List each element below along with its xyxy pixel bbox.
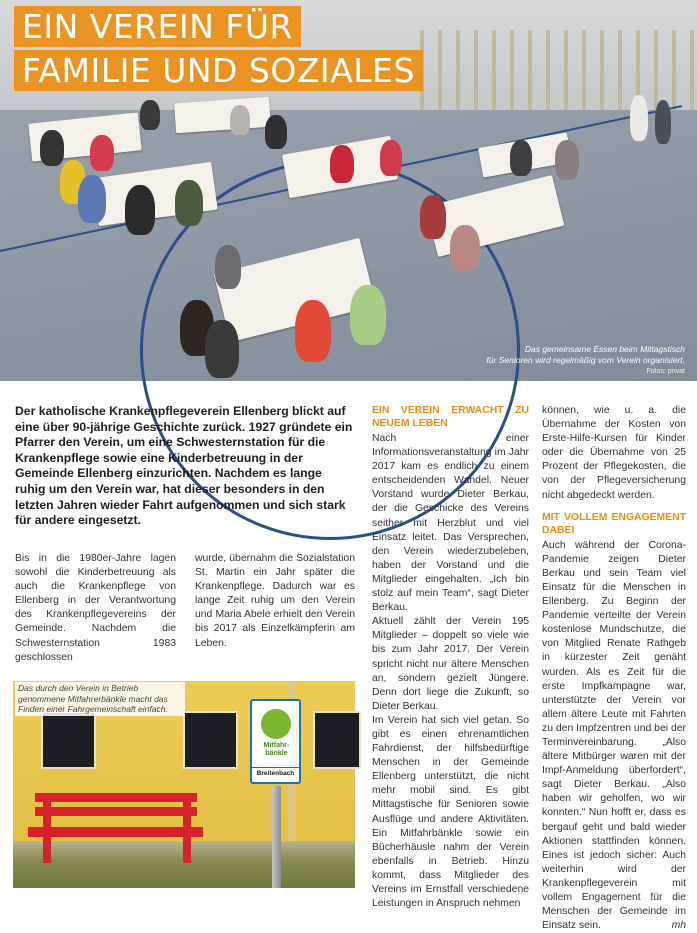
hero-caption-line-2: für Senioren wird regelmäßig vom Verein organisiert. bbox=[486, 355, 685, 365]
bench-logo-icon bbox=[261, 709, 291, 739]
person bbox=[655, 100, 671, 144]
person bbox=[215, 245, 241, 289]
headline-line-2: FAMILIE UND SOZIALES bbox=[14, 50, 423, 91]
hero-photo bbox=[0, 0, 697, 381]
column-3 bbox=[372, 404, 529, 911]
hero-caption-line-1: Das gemeinsame Essen beim Mittagstisch bbox=[524, 344, 685, 354]
person bbox=[450, 225, 480, 271]
person bbox=[175, 180, 203, 226]
lead-paragraph: Der katholische Krankenpflegeverein Ellenberg blickt auf eine über 90-jährige Geschichte zurück. 1927 gründete ein Pfarrer den Verein, um eine Schwesternstation für die Krankenpflege sowie eine Kinderbetreuung in der Gemeinde Ellenberg einzurichten. Nachdem es lange ruhig um den Verein war, hat dieser besonders in den letzten Jahren wieder Fahrt aufgenommen und sich stark für andere eingesetzt. bbox=[15, 404, 353, 528]
person bbox=[555, 140, 579, 180]
wall-bars bbox=[420, 30, 697, 110]
person bbox=[330, 145, 354, 183]
bench-leg bbox=[183, 793, 191, 863]
person bbox=[205, 320, 239, 378]
person bbox=[90, 135, 114, 171]
column-4-para-1: können, wie u. a. die Übernahme der Kosten von Erste-Hilfe-Kursen für Kinder oder die Übernahme von 25 Prozent der Pflegekosten, die von der Pflegeversicherung nicht abgedeckt werden. bbox=[542, 405, 686, 501]
person bbox=[295, 300, 331, 362]
section-heading-1: EIN VEREIN ERWACHT ZU NEUEM LEBEN bbox=[372, 405, 529, 429]
window bbox=[313, 711, 361, 769]
photo-credit: Fotos: privat bbox=[646, 368, 685, 375]
sign-title: Mitfahr-bänkle bbox=[263, 742, 290, 757]
sign-place: Breitenbach bbox=[252, 767, 299, 780]
column-2 bbox=[195, 552, 355, 651]
headline-line-1: EIN VEREIN FÜR bbox=[14, 6, 301, 47]
column-4-para-2 bbox=[542, 539, 686, 933]
window bbox=[41, 711, 96, 769]
column-1-text: Bis in die 1980er-Jahre lagen sowohl die Kinderbetreuung als auch die Krankenpflege von Ellenberg in der Verantwortung des Krankenpflegevereins der Gemeinde. Nachdem die Schwesternstation 1983 geschlossen bbox=[15, 553, 176, 663]
window bbox=[183, 711, 238, 769]
person bbox=[510, 140, 532, 176]
person bbox=[350, 285, 386, 345]
hero-caption bbox=[486, 344, 685, 377]
mitfahrbank-sign bbox=[250, 699, 301, 784]
person bbox=[265, 115, 287, 149]
headline bbox=[14, 6, 423, 94]
person bbox=[78, 175, 106, 223]
person bbox=[380, 140, 402, 176]
section-heading-2: MIT VOLLEM ENGAGEMENT DABEI bbox=[542, 511, 686, 536]
person bbox=[40, 130, 64, 166]
person bbox=[140, 100, 160, 130]
column-1 bbox=[15, 552, 176, 665]
author-initials: mh bbox=[671, 920, 686, 932]
person bbox=[125, 185, 155, 235]
column-4 bbox=[542, 404, 686, 933]
sign-pole bbox=[272, 786, 281, 888]
bench-backrest bbox=[35, 807, 197, 816]
bench-seat bbox=[28, 827, 203, 837]
column-3-para-1: Nach einer Informationsveranstaltung im Jahr 2017 kam es endlich zu einem entscheidenden Wandel. Neuer Vorstand wurde Dieter Berkau, der die Geschicke des Vereins seither mit Herzblut und viel Einsatz leitet. Das Versprechen, den Verein wiederzubeleben, haben der Vorstand und die Mitglieder eingehalten. „Ich bin stolz auf mein Team“, sagt Dieter Berkau. bbox=[372, 433, 529, 614]
column-4-para-2-text: Auch während der Corona-Pandemie zeigen Dieter Berkau und sein Team viel Einsatz für die Menschen in Ellenberg. Zu Beginn der Pandemie verteilte der Verein kostenlose Mundschutze, die von Mitglied Renate Rathgeb in kürzester Zeit genäht wurden. Als es Zeit für die erste Impfkampagne war, unterstützte der Verein vor allem ältere Leute mit Fahrten zu den Impfzentren und bei der Terminvereinbarung. „Also ältere Mitbürger waren mit der Impf-Anmeldung überfordert“, sagt Dieter Berkau. „Also haben wir geholfen, wo wir konnten.“ Nun hofft er, dass es bergauf geht und bald wieder Aktionen stattfinden können. Eines ist jedoch sicher: Auch weiterhin wird der Krankenpflegeverein mit vollem Engagement für die Menschen der Gemeinde im Einsatz sein. bbox=[542, 539, 686, 932]
bench-leg bbox=[43, 793, 51, 863]
column-3-para-3: Im Verein hat sich viel getan. So gibt es einen ehrenamtlichen Fahrdienst, der hilfsbedürftige Menschen in der Gemeinde Ellenberg unterstützt, die nicht mehr mobil sind. Es gibt Mittagstische für Senioren sowie Ausflüge und andere Aktivitäten. Ein Mitfahrbänkle sowie ein Bücherhäusle nahm der Verein ebenfalls in Betrieb. Hinzu kommt, dass Mitglieder des Vereins im Ernstfall verschiedene Leistungen in Anspruch nehmen bbox=[372, 714, 529, 910]
column-2-text: wurde, übernahm die Sozialstation St. Martin ein Jahr später die Krankenpflege. Dadurch war es lange Zeit ruhig um den Verein und Maria Abele erhielt den Verein bis 2017 als Einzelkämpferin am Leben. bbox=[195, 553, 355, 649]
person bbox=[230, 105, 250, 135]
column-3-para-2: Aktuell zählt der Verein 195 Mitglieder – doppelt so viele wie bis zum Jahr 2017. Der Verein spricht nicht nur ältere Menschen an, sondern gezielt Jüngere. Denn dort liege die Zukunft, so Dieter Berkau. bbox=[372, 616, 529, 712]
person bbox=[420, 195, 446, 239]
bench-photo-caption: Das durch den Verein in Betrieb genommene Mitfahrerbänkle macht das Finden einer Fahrgemeinschaft einfach. bbox=[15, 682, 185, 716]
person bbox=[630, 95, 648, 141]
bench-backrest bbox=[35, 793, 197, 802]
